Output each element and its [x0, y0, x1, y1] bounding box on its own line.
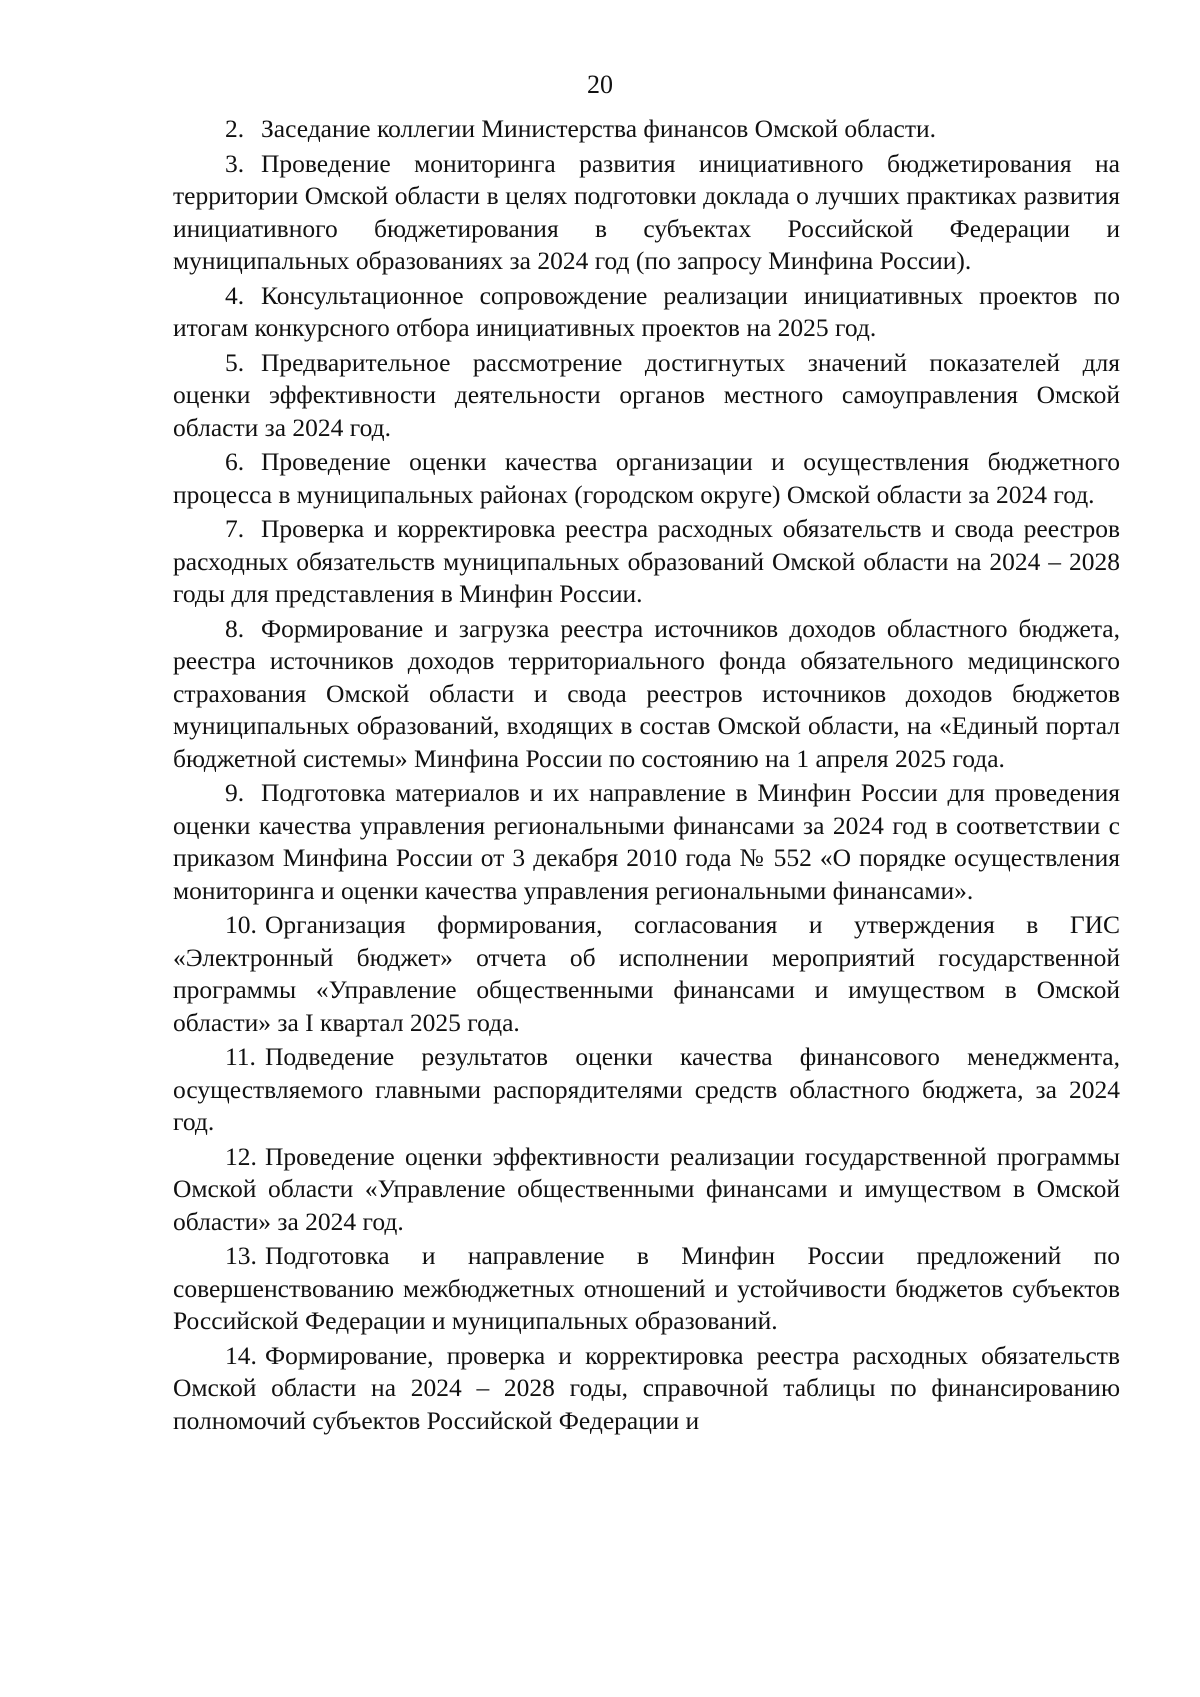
item-number: 5.: [225, 347, 245, 377]
item-number: 7.: [225, 514, 245, 543]
list-item: [173, 280, 1120, 345]
item-number: 4.: [225, 280, 245, 310]
list-item: [173, 347, 1120, 445]
item-text: Проверка и корректировка реестра расходных обязательств и свода реестров расходных обязательств муниципальных образований Омской области на 2024 – 2028 годы для представления в Минфин России.: [173, 514, 1120, 608]
list-item: [173, 1041, 1120, 1139]
item-number: 14.: [225, 1340, 257, 1370]
item-text: Проведение оценки эффективности реализации государственной программы Омской области «Управление общественными финансами и имуществом в Омской области» за 2024 год.: [173, 1141, 1120, 1236]
item-text: Предварительное рассмотрение достигнутых значений показателей для оценки эффективности деятельности органов местного самоуправления Омской области за 2024 год.: [173, 347, 1120, 442]
list-item: [173, 1340, 1120, 1438]
item-text: Подготовка материалов и их направление в Минфин России для проведения оценки качества управления региональными финансами за 2024 год в соответствии с приказом Минфина России от 3 декабря 2010 года № 552 «О порядке осуществления мониторинга и оценки качества управления региональными финансами».: [173, 778, 1120, 905]
item-number: 6.: [225, 447, 245, 476]
item-text: Проведение оценки качества организации и осуществления бюджетного процесса в муниципальных районах (городском округе) Омской области за 2024 год.: [173, 447, 1120, 509]
item-list: [173, 113, 1120, 1439]
item-text: Организация формирования, согласования и утверждения в ГИС «Электронный бюджет» отчета об исполнении мероприятий государственной программы «Управление общественными финансами и имуществом в Омской области» за I квартал 2025 года.: [173, 910, 1120, 1037]
item-text: Формирование и загрузка реестра источников доходов областного бюджета, реестра источников доходов территориального фонда обязательного медицинского страхования Омской области и свода реестров источников доходов бюджетов муниципальных образований, входящих в состав Омской области, на «Единый портал бюджетной системы» Минфина России по состоянию на 1 апреля 2025 года.: [173, 613, 1120, 773]
item-text: Подведение результатов оценки качества финансового менеджмента, осуществляемого главными распорядителями средств областного бюджета, за 2024 год.: [173, 1042, 1120, 1136]
list-item: [173, 446, 1120, 511]
item-number: 2.: [225, 114, 245, 143]
item-number: 12.: [225, 1141, 257, 1171]
list-item: [173, 777, 1120, 907]
item-number: 9.: [225, 778, 245, 807]
item-number: 13.: [225, 1241, 257, 1270]
list-item: [173, 113, 1120, 146]
list-item: [173, 513, 1120, 611]
item-text: Подготовка и направление в Минфин России предложений по совершенствованию межбюджетных отношений и устойчивости бюджетов субъектов Российской Федерации и муниципальных образований.: [173, 1241, 1120, 1335]
item-number: 10.: [225, 910, 257, 939]
item-number: 8.: [225, 613, 245, 643]
item-text: Формирование, проверка и корректировка реестра расходных обязательств Омской области на 2024 – 2028 годы, справочной таблицы по финансированию полномочий субъектов Российской Федерации и: [173, 1340, 1120, 1435]
item-text: Консультационное сопровождение реализации инициативных проектов по итогам конкурсного отбора инициативных проектов на 2025 год.: [173, 280, 1120, 342]
list-item: [173, 148, 1120, 278]
item-text: Заседание коллегии Министерства финансов Омской области.: [261, 114, 937, 143]
list-item: [173, 1141, 1120, 1239]
item-number: 11.: [225, 1042, 256, 1071]
list-item: [173, 1240, 1120, 1338]
list-item: [173, 613, 1120, 776]
list-item: [173, 909, 1120, 1039]
item-number: 3.: [225, 148, 245, 178]
page-number: 20: [587, 70, 613, 99]
item-text: Проведение мониторинга развития инициативного бюджетирования на территории Омской области в целях подготовки доклада о лучших практиках развития инициативного бюджетирования в субъектах Российской Федерации и муниципальных образованиях за 2024 год (по запросу Минфина России).: [173, 148, 1120, 275]
